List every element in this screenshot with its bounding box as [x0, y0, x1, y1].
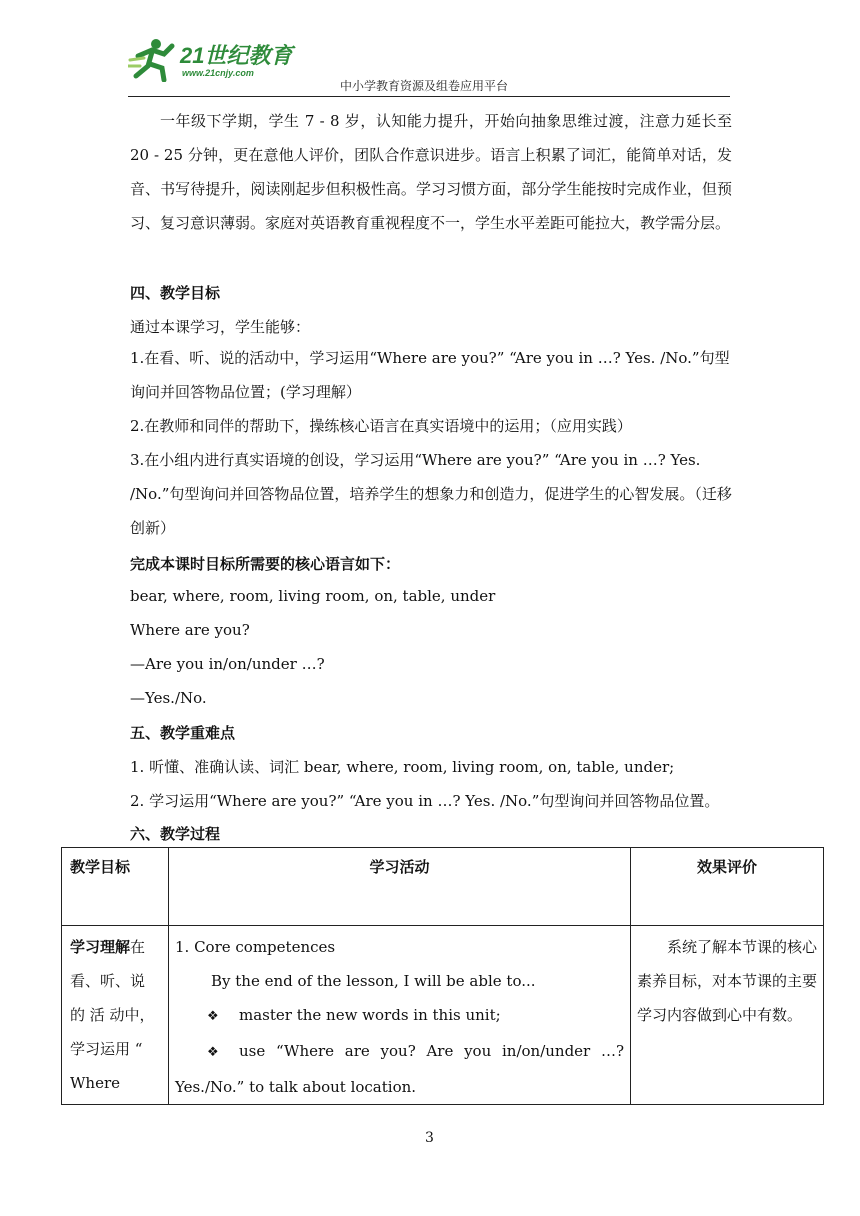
- goal-3: 3.在小组内进行真实语境的创设，学习运用“Where are you?” “Are you in …? Yes. /No.”句型询问并回答物品位置，培养学生的想象力和创造力，促进学生的心智发展。（迁移创新）: [130, 451, 732, 537]
- activity-bullet-2: ❖ use “Where are you? Are you in/on/under …? Yes./No.” to talk about location.: [175, 1034, 624, 1104]
- table-row: [62, 926, 824, 1105]
- intro-paragraph: 一年级下学期，学生 7 - 8 岁，认知能力提升，开始向抽象思维过渡，注意力延长至 20 - 25 分钟，更在意他人评价，团队合作意识进步。语言上积累了词汇，能简单对话，发音、书写待提升，阅读刚起步但积极性高。学习习惯方面，部分学生能按时完成作业，但预习、复习意识薄弱。家庭对英语教育重视程度不一，学生水平差距可能拉大，教学需分层。: [130, 112, 732, 232]
- key-point-2: 2. 学习运用“Where are you?” “Are you in …? Yes. /No.”句型询问并回答物品位置。: [130, 792, 720, 810]
- section6-heading: 六、教学过程: [130, 825, 221, 843]
- diamond-bullet-icon: ❖: [207, 1045, 219, 1060]
- header-divider: [128, 96, 730, 97]
- goal-cell-text: 在看、听、说 的 活 动中，学习运用 “ Where: [70, 938, 155, 1092]
- section5-heading: 五、教学重难点: [130, 724, 236, 742]
- core-language-heading: 完成本课时目标所需要的核心语言如下：: [130, 555, 401, 573]
- header-teaching-goal: 教学目标: [62, 848, 169, 926]
- section4-heading: 四、教学目标: [130, 284, 221, 302]
- key-point-1: 1. 听懂、准确认读、词汇 bear, where, room, living room, on, table, under;: [130, 758, 675, 776]
- header-subtitle: 中小学教育资源及组卷应用平台: [340, 79, 509, 93]
- table-header-row: [62, 848, 824, 926]
- activity-title: 1. Core competences: [175, 938, 336, 956]
- activity-bullet-1: ❖ master the new words in this unit;: [175, 998, 624, 1034]
- evaluation-cell: [631, 926, 824, 1105]
- activity-cell: [169, 926, 631, 1105]
- core-answer-1: —Are you in/on/under …?: [130, 655, 325, 673]
- goal-1: 1.在看、听、说的活动中，学习运用“Where are you?” “Are you in …? Yes. /No.”句型询问并回答物品位置；(学习理解）: [130, 349, 730, 401]
- evaluation-text: 系统了解本节课的核心素养目标，对本节课的主要学习内容做到心中有数。: [637, 938, 818, 1024]
- section4-lead: 通过本课学习，学生能够：: [130, 318, 311, 336]
- site-logo: [128, 36, 298, 82]
- goal-cell-title: 学习理解: [70, 938, 131, 956]
- goal-cell: [62, 926, 169, 1105]
- page-number: 3: [425, 1130, 434, 1146]
- logo-url: www.21cnjy.com: [182, 68, 254, 78]
- runner-logo-icon: [128, 36, 298, 82]
- core-question: Where are you?: [130, 621, 250, 639]
- header-learning-activity: 学习活动: [169, 848, 631, 926]
- logo-text: 21世纪教育: [180, 43, 293, 68]
- core-words: bear, where, room, living room, on, table, under: [130, 587, 496, 605]
- core-answer-2: —Yes./No.: [130, 689, 207, 707]
- diamond-bullet-icon: ❖: [207, 1009, 219, 1024]
- goal-2: 2.在教师和同伴的帮助下，操练核心语言在真实语境中的运用；（应用实践）: [130, 417, 632, 435]
- activity-intro: By the end of the lesson, I will be able to...: [211, 972, 536, 990]
- header-evaluation: 效果评价: [631, 848, 824, 926]
- teaching-process-table: [61, 847, 824, 1105]
